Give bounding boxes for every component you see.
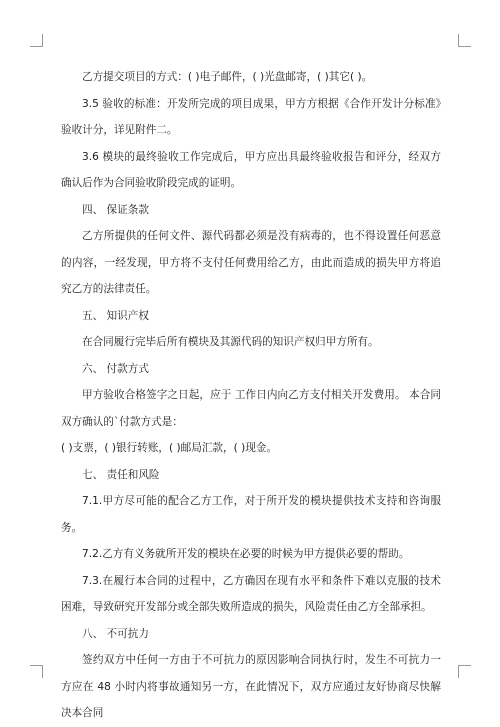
clause-7-3: 7.3.在履行本合同的过程中，乙方确因在现有水平和条件下难以克服的技术困难，导致研究开发部分或全部失败所造成的损失，风险责任由乙方全部承担。	[61, 574, 441, 613]
document-page-body	[61, 64, 441, 727]
page-corner-mark-top-left	[30, 34, 43, 47]
intellectual-property-paragraph: 在合同履行完毕后所有模块及其源代码的知识产权归甲方所有。	[82, 336, 379, 348]
page-corner-mark-bottom-left	[30, 665, 43, 678]
section-heading-intellectual-property: 五、 知识产权	[82, 309, 149, 322]
clause-7-1: 7.1.甲方尽可能的配合乙方工作，对于所开发的模块提供技术支持和咨询服务。	[61, 495, 441, 534]
warranty-paragraph: 乙方所提供的任何文件、源代码都必须是没有病毒的，也不得设置任何恶意的内容，一经发现，甲方将不支付任何费用给乙方，由此而造成的损失甲方将追究乙方的法律责任。	[61, 230, 441, 295]
section-heading-force-majeure: 八、 不可抗力	[82, 627, 149, 640]
page-corner-mark-bottom-right	[458, 665, 471, 678]
section-heading-warranty: 四、 保证条款	[82, 203, 149, 216]
page-corner-mark-top-right	[458, 34, 471, 47]
delivery-method-paragraph: 乙方提交项目的方式：( )电子邮件，( )光盘邮寄，( )其它( )。	[82, 71, 373, 83]
clause-7-2: 7.2.乙方有义务就所开发的模块在必要的时候为甲方提供必要的帮助。	[82, 548, 410, 560]
payment-options-paragraph: ( )支票，( )银行转账，( )邮局汇款，( )现金。	[61, 442, 278, 454]
section-heading-payment: 六、 付款方式	[82, 362, 149, 375]
payment-paragraph: 甲方验收合格签字之日起，应于 工作日内向乙方支付相关开发费用。 本合同双方确认的`付款方式是：	[61, 389, 441, 428]
clause-3-5-acceptance-standard: 3.5 验收的标准：开发所完成的项目成果，甲方方根据《合作开发计分标准》验收计分，详见附件二。	[61, 97, 441, 136]
section-heading-liability: 七、 责任和风险	[82, 468, 160, 481]
force-majeure-paragraph: 签约双方中任何一方由于不可抗力的原因影响合同执行时，发生不可抗力一方应在 48 小时内将事故通知另一方，在此情况下，双方应通过友好协商尽快解决本合同	[61, 654, 441, 719]
clause-3-6-final-acceptance: 3.6 模块的最终验收工作完成后，甲方应出具最终验收报告和评分，经双方确认后作为合同验收阶段完成的证明。	[61, 150, 441, 189]
